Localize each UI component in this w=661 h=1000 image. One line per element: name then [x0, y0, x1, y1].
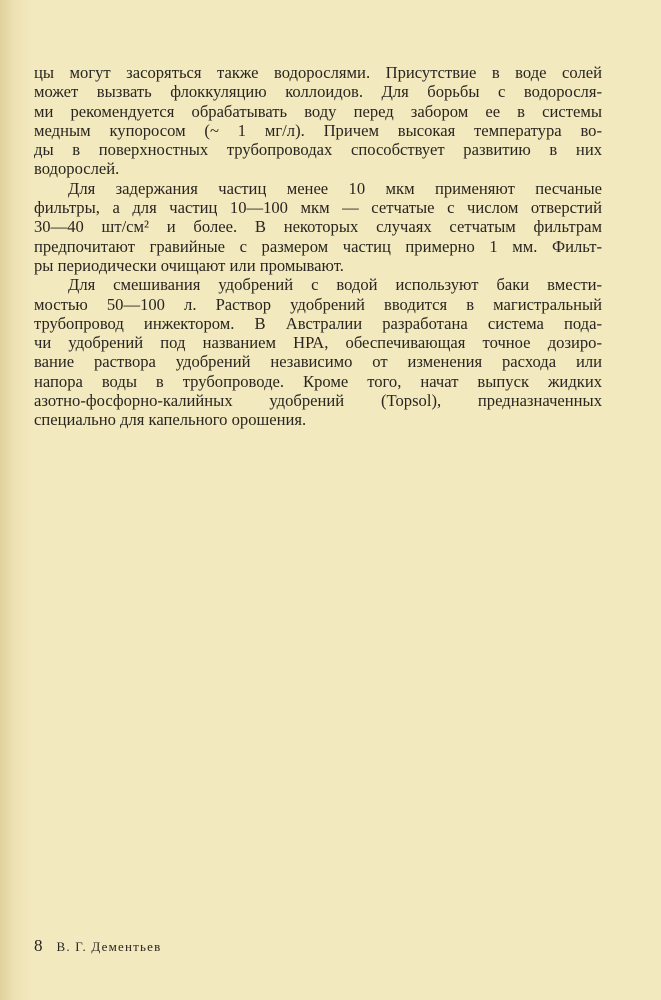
paragraph-3: [34, 275, 602, 429]
text-line: специально для капельного орошения.: [34, 410, 307, 430]
body-text: [34, 63, 602, 430]
text-line: мостью 50—100 л. Раствор удобрений вводится в магистральный: [34, 294, 602, 314]
text-line: 30—40 шт/см² и более. В некоторых случаях сетчатым фильтрам: [34, 217, 602, 237]
text-line: может вызвать флоккуляцию коллоидов. Для борьбы с водоросля-: [34, 82, 602, 102]
text-line: Для смешивания удобрений с водой используют баки вмести-: [68, 275, 602, 295]
page-number: 8: [34, 936, 43, 955]
text-line: азотно-фосфорно-калийных удобрений (Topsol), предназначенных: [34, 391, 602, 411]
text-line: медным купоросом (~ 1 мг/л). Причем высокая температура во-: [34, 120, 602, 140]
paragraph-1: [34, 63, 602, 179]
text-line: ды в поверхностных трубопроводах способствует развитию в них: [34, 140, 602, 160]
text-line: ры периодически очищают или промывают.: [34, 255, 344, 275]
text-line: трубопровод инжектором. В Австралии разработана система пода-: [34, 313, 602, 333]
text-line: водорослей.: [34, 159, 120, 179]
text-line: напора воды в трубопроводе. Кроме того, начат выпуск жидких: [34, 371, 602, 391]
text-line: фильтры, а для частиц 10—100 мкм — сетчатые с числом отверстий: [34, 198, 602, 218]
running-author: В. Г. Дементьев: [56, 939, 162, 954]
text-line: цы могут засоряться также водорослями. Присутствие в воде солей: [34, 63, 602, 82]
text-line: Для задержания частиц менее 10 мкм применяют песчаные: [68, 178, 602, 198]
page-footer: [34, 936, 162, 956]
text-line: ми рекомендуется обрабатывать воду перед забором ее в системы: [34, 101, 602, 121]
text-line: предпочитают гравийные с размером частиц примерно 1 мм. Фильт-: [34, 236, 602, 256]
paragraph-2: [34, 179, 602, 275]
text-line: чи удобрений под названием НРА, обеспечивающая точное дозиро-: [34, 333, 602, 353]
text-line: вание раствора удобрений независимо от изменения расхода или: [34, 352, 602, 372]
